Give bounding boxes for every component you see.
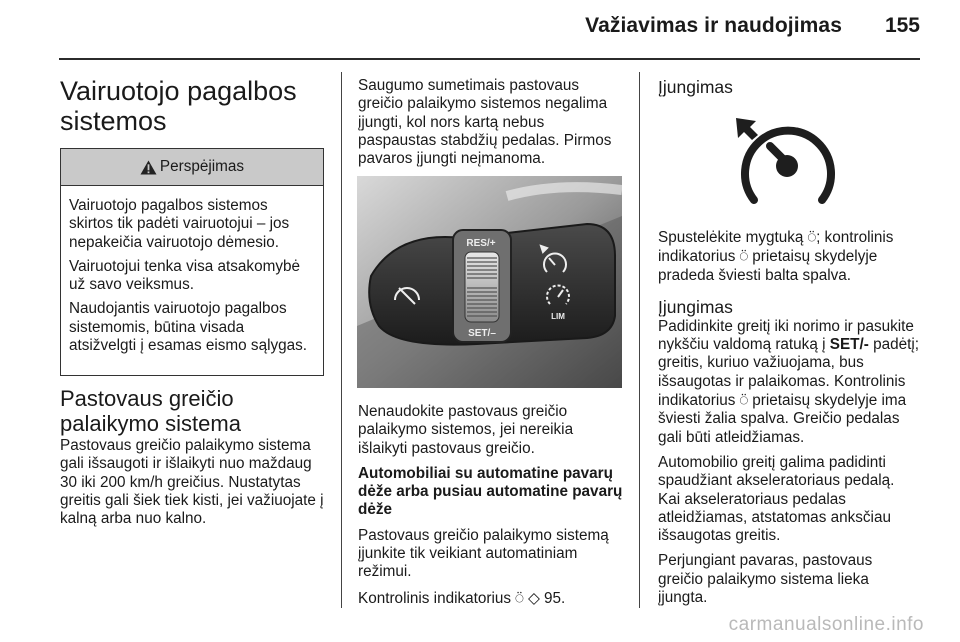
activation-heading-block [658,77,920,98]
res-label: RES/+ [466,238,496,249]
cruise-control-symbol-icon: ⍥ [515,589,524,606]
warning-heading: Perspėjimas [159,158,245,175]
warning-triangle-icon [140,160,157,175]
activation-text-a: Spustelėkite mygtuką [658,229,804,246]
accelerate-paragraph: Automobilio greitį galima padidinti spaudžiant akseleratoriaus pedalą. Kai akseleratoriaus pedalas atleidžiamas, atstatomas anksčiau išsaugotas greitis. [658,453,895,545]
usage-note: Nenaudokite pastovaus greičio palaikymo sistemos, jei nereikia išlaikyti pastovaus greičio. [358,403,574,457]
warning-paragraph: Naudojantis vairuotojo pagalbos sistemomis, būtina visada atsižvelgti į esamas eismo sąlygas. [69,300,308,355]
section-title [60,76,322,136]
gear-change-paragraph: Perjungiant pavaras, pastovaus greičio palaikymo sistema lieka įjungta. [658,552,873,607]
column2-lower-text [358,403,624,615]
warning-header [61,149,323,186]
reference-arrow-icon: ◇ [527,589,540,607]
activation-paragraph [658,228,920,285]
cruise-control-symbol-icon: ⍥ [739,392,749,409]
indicator-reference [358,589,624,608]
cruise-control-symbol-icon [658,108,918,214]
automatic-mode-note: Pastovaus greičio palaikymo sistemą įjunkite tik veikiant automatiniam režimui. [358,526,609,581]
warning-body [61,186,323,355]
page-header-title: Važiavimas ir naudojimas [585,14,842,37]
cruise-section-heading: Pastovaus greičio palaikymo sistema [60,386,241,436]
automatic-transmission-subheading: Automobiliai su automatine pavarų dėže arba pusiau automatine pavarų dėže [358,464,623,519]
column3-text [658,228,920,614]
set-speed-text-b: padėtį; greitis, kuriuo važiuojama, bus išsaugotas ir palaikomas. Kontrolinis indikatorius [658,336,920,410]
cruise-control-symbol-icon: ⍥ [807,229,817,245]
indicator-reference-text: Kontrolinis indikatorius [358,589,512,607]
column-divider-2 [639,72,640,608]
activation-text-b: ; kontrolinis indikatorius [658,229,894,266]
warning-paragraph: Vairuotojo pagalbos sistemos skirtos tik padėti vairuotojui – jos nepakeičia vairuotojo dėmesio. [69,197,290,251]
set-speed-text-c: prietaisų skydelyje ima šviesti žalia spalva. Greičio pedalas gali būti atleidžiamas. [658,392,907,446]
set-speed-text-a: Padidinkite greitį iki norimo ir pasukite nykščiu valdomą ratuką į [658,317,914,354]
page-section-heading: Vairuotojo pagalbos sistemos [60,76,297,136]
watermark: carmanualsonline.info [728,614,924,635]
cruise-section [60,386,324,528]
warning-paragraph: Vairuotojui tenka visa atsakomybė už savo veiksmus. [69,257,300,294]
intro-paragraph: Saugumo sumetimais pastovaus greičio palaikymo sistemos negalima įjungti, kol nors kartą nebus paspaustas stabdžių pedalas. Pirmos pavaros įjungti neįmanoma. [358,77,612,168]
activation-text-c: prietaisų skydelyje pradeda šviesti balta spalva. [658,248,878,284]
steering-wheel-controls-image [357,176,622,388]
column-divider-1 [341,72,342,608]
page-number: 155 [884,14,920,37]
set-label: SET/– [468,328,496,339]
lim-label: LIM [551,312,565,321]
page-reference: 95. [543,589,566,607]
cruise-section-text: Pastovaus greičio palaikymo sistema gali išsaugoti ir išlaikyti nuo maždaug 30 iki 200 km/h greičius. Nustatytas greitis gali šiek tiek kisti, jei važiuojate į kalną arba nuo kalno. [60,437,324,528]
header-rule [59,58,920,60]
warning-box [60,148,324,376]
cruise-control-symbol-figure [658,108,918,214]
set-button-label: SET/- [829,336,869,354]
set-speed-heading: Įjungimas [658,296,733,317]
activation-heading: Įjungimas [658,77,733,97]
cruise-control-symbol-icon: ⍥ [739,248,749,265]
set-speed-paragraph [658,318,920,447]
steering-wheel-controls-photo [357,176,622,388]
